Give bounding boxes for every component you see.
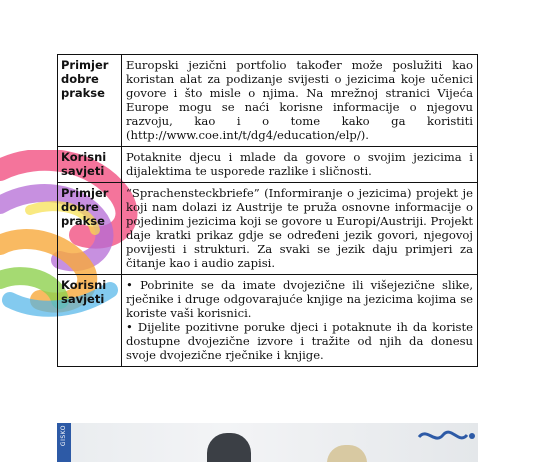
table-row	[58, 147, 478, 183]
row-content	[122, 275, 478, 367]
row-paragraph: • Pobrinite se da imate dvojezične ili višejezične slike, rječnike i druge odgovarajuće knjige na jezicima kojima se koriste vaši korisnici.	[126, 278, 473, 320]
row-label: Korisni savjeti	[58, 147, 122, 183]
row-label: Primjer dobre prakse	[58, 55, 122, 147]
row-content	[122, 183, 478, 275]
photo-side-band	[57, 423, 71, 462]
table-row	[58, 55, 478, 147]
photo-decoration-icon	[417, 425, 477, 447]
row-paragraph: • Dijelite pozitivne poruke djeci i potaknute ih da koriste dostupne dvojezične izvore i tražite od njih da donesu svoje dvojezične rječnike i knjige.	[126, 320, 473, 362]
photo-person-figure	[207, 433, 251, 462]
good-practice-tips-table	[57, 54, 478, 367]
photo-person-figure	[327, 445, 367, 462]
row-paragraph: Europski jezični portfolio također može poslužiti kao koristan alat za podizanje svijesti o jezicima koje učenici govore i što misle o njima. Na mrežnoj stranici Vijeća Europe mogu se naći korisne informacije o njegovu razvoju, kao i o tome kako ga koristiti (http://www.coe.int/t/dg4/education/elp/).	[126, 58, 473, 142]
row-content	[122, 147, 478, 183]
row-content	[122, 55, 478, 147]
photo-side-text: GISKO	[60, 425, 67, 447]
table-row	[58, 183, 478, 275]
row-paragraph: “Sprachensteckbriefe” (Informiranje o jezicima) projekt je koji nam dolazi iz Austrije te pruža osnovne informacije o pojedinim jezicima koji se govore u Europi/Austriji. Projekt daje kratki prikaz gdje se određeni jezik govori, njegovoj povijesti i strukturi. Za svaki se jezik daju primjeri za čitanje kao i audio zapisi.	[126, 186, 473, 270]
row-paragraph: Potaknite djecu i mlade da govore o svojim jezicima i dijalektima te usporede razlike i sličnosti.	[126, 150, 473, 178]
row-label: Korisni savjeti	[58, 275, 122, 367]
row-label: Primjer dobre prakse	[58, 183, 122, 275]
table-row	[58, 275, 478, 367]
bottom-photo	[57, 423, 478, 462]
